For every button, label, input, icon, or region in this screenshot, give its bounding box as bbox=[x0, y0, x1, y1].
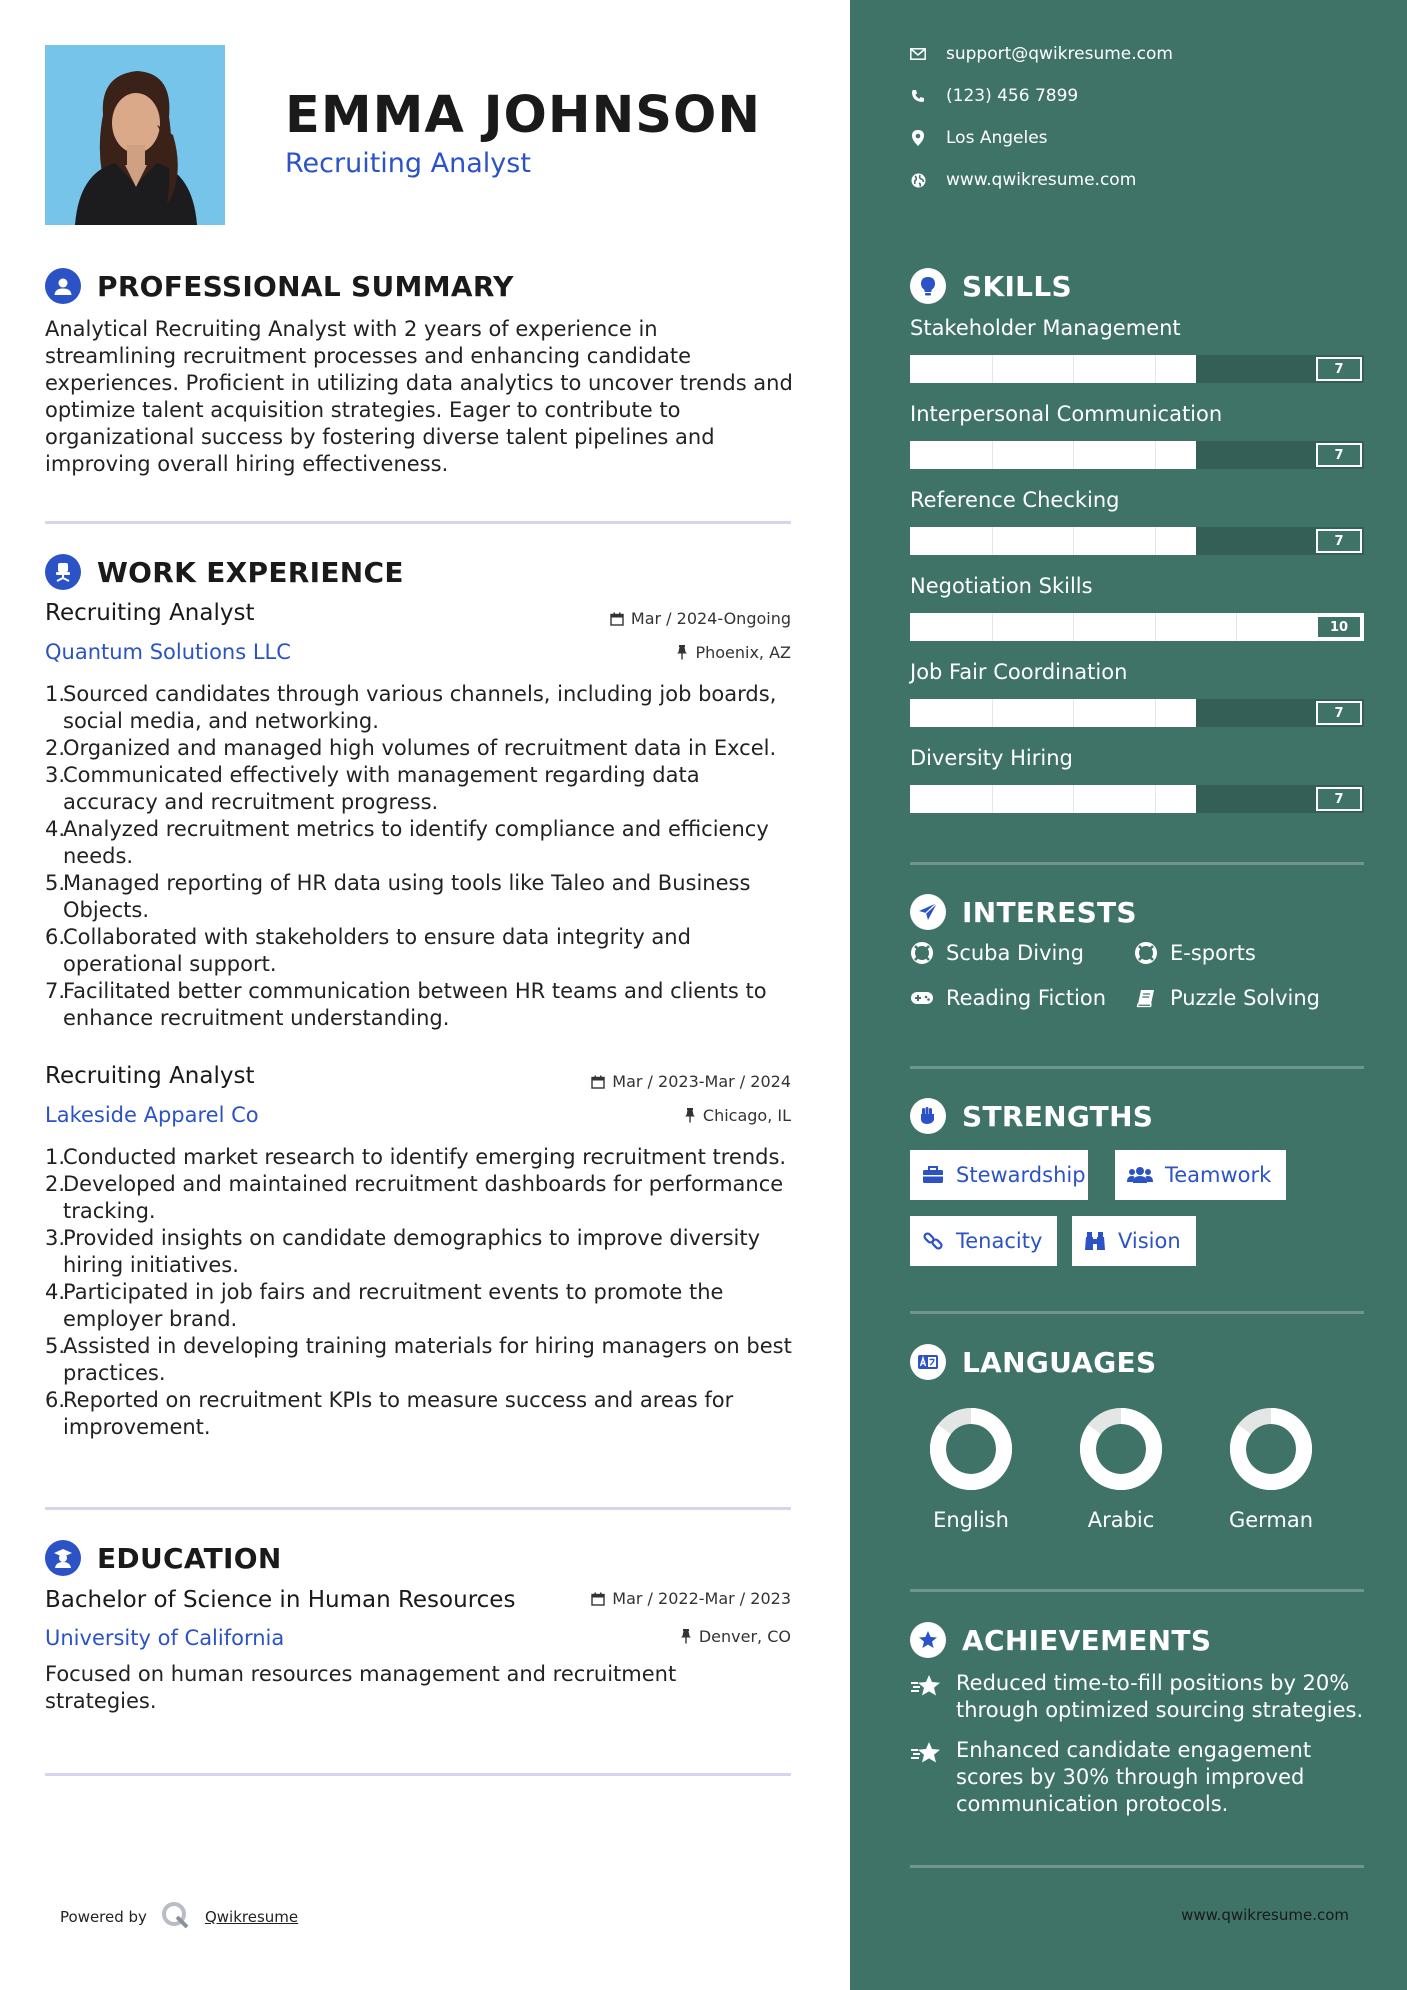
language-name: Arabic bbox=[1087, 1508, 1155, 1532]
achievement-item: Reduced time-to-fill positions by 20% through optimized sourcing strategies. bbox=[910, 1670, 1364, 1724]
sidebar bbox=[850, 0, 1407, 1990]
star-badge-icon bbox=[910, 1622, 946, 1658]
skill-level-fill bbox=[910, 785, 1196, 813]
gamepad-icon bbox=[910, 990, 934, 1006]
summary-heading: PROFESSIONAL SUMMARY bbox=[97, 269, 514, 303]
list-number: 7. bbox=[45, 979, 66, 1003]
strength-chip: Tenacity bbox=[910, 1216, 1057, 1266]
binoculars-icon bbox=[1084, 1231, 1106, 1251]
list-number: 1. bbox=[45, 682, 66, 706]
skill-level-bar bbox=[910, 527, 1364, 555]
contact-email[interactable]: support@qwikresume.com bbox=[910, 44, 1173, 64]
achievements-section-header bbox=[910, 1622, 1211, 1658]
skill-segment-tick bbox=[1073, 699, 1074, 727]
skill-segment-tick bbox=[1073, 785, 1074, 813]
link-icon bbox=[922, 1230, 944, 1252]
skill-segment-tick bbox=[1155, 441, 1156, 469]
strengths-heading: STRENGTHS bbox=[962, 1099, 1154, 1133]
skill-segment-tick bbox=[1155, 613, 1156, 641]
list-number: 2. bbox=[45, 736, 66, 760]
list-number: 3. bbox=[45, 763, 66, 787]
skill-level-fill bbox=[910, 355, 1196, 383]
skill-level-fill bbox=[910, 441, 1196, 469]
sidebar-divider bbox=[910, 1865, 1364, 1868]
skill-name: Interpersonal Communication bbox=[910, 402, 1223, 426]
office-chair-icon bbox=[45, 554, 81, 590]
section-divider bbox=[45, 1773, 791, 1776]
contact-phone[interactable]: (123) 456 7899 bbox=[910, 86, 1078, 106]
responsibility-item: 3. Communicated effectively with management regarding data accuracy and recruitment progress. bbox=[45, 763, 700, 814]
responsibility-item: 1. Conducted market research to identify emerging recruitment trends. bbox=[45, 1145, 787, 1169]
strength-chip: Vision bbox=[1072, 1216, 1196, 1266]
users-icon bbox=[1127, 1166, 1153, 1184]
education-location: Denver, CO bbox=[680, 1627, 791, 1646]
skill-name: Reference Checking bbox=[910, 488, 1120, 512]
interests-section-header bbox=[910, 894, 1137, 930]
skill-name: Diversity Hiring bbox=[910, 746, 1073, 770]
calendar-icon bbox=[610, 612, 624, 626]
skill-level-bar bbox=[910, 785, 1364, 813]
skill-segment-tick bbox=[1155, 699, 1156, 727]
languages-heading: LANGUAGES bbox=[962, 1345, 1157, 1379]
sidebar-divider bbox=[910, 862, 1364, 865]
section-divider bbox=[45, 521, 791, 524]
sidebar-divider bbox=[910, 1589, 1364, 1592]
interest-item: Reading Fiction bbox=[910, 986, 1106, 1010]
skill-level-value: 7 bbox=[1316, 443, 1362, 467]
pushpin-icon bbox=[676, 645, 688, 660]
job-1-location: Phoenix, AZ bbox=[676, 643, 791, 662]
language-item bbox=[906, 1406, 1036, 1532]
responsibility-item: 1. Sourced candidates through various channels, including job boards, social media, and networking. bbox=[45, 682, 777, 733]
interest-item: Scuba Diving bbox=[910, 941, 1084, 965]
job-1-dates: Mar / 2024-Ongoing bbox=[610, 609, 791, 628]
language-proficiency-donut bbox=[1078, 1406, 1164, 1492]
skill-segment-tick bbox=[1155, 527, 1156, 555]
job-2-responsibilities bbox=[45, 1144, 800, 1441]
skill-segment-tick bbox=[1073, 355, 1074, 383]
skill-level-bar bbox=[910, 699, 1364, 727]
lightbulb-icon bbox=[910, 268, 946, 304]
skill-segment-tick bbox=[1236, 613, 1237, 641]
skill-level-fill bbox=[910, 699, 1196, 727]
section-divider bbox=[45, 1507, 791, 1510]
list-number: 4. bbox=[45, 1280, 66, 1304]
list-number: 2. bbox=[45, 1172, 66, 1196]
fist-icon bbox=[910, 1098, 946, 1134]
user-circle-icon bbox=[45, 268, 81, 304]
summary-text: Analytical Recruiting Analyst with 2 years of experience in streamlining recruitment processes and enhancing candidate experiences. Proficient in utilizing data analytics to uncover trends and optimize talent acquisition strategies. Eager to contribute to organizational success by fostering diverse talent pipelines and improving overall hiring effectiveness. bbox=[45, 317, 793, 476]
strength-chip: Teamwork bbox=[1115, 1150, 1286, 1200]
star-trail-icon bbox=[910, 1737, 942, 1818]
experience-section-header bbox=[45, 554, 404, 590]
pushpin-icon bbox=[680, 1629, 692, 1644]
skill-level-value: 10 bbox=[1316, 615, 1362, 639]
contact-website[interactable]: www.qwikresume.com bbox=[910, 170, 1136, 190]
responsibility-item: 4. Participated in job fairs and recruitment events to promote the employer brand. bbox=[45, 1280, 724, 1331]
powered-by: Powered by Qwikresume bbox=[60, 1901, 298, 1933]
calendar-icon bbox=[591, 1592, 605, 1606]
responsibility-item: 5. Assisted in developing training materials for hiring managers on best practices. bbox=[45, 1334, 792, 1385]
language-item bbox=[1056, 1406, 1186, 1532]
skill-segment-tick bbox=[992, 355, 993, 383]
responsibility-item: 3. Provided insights on candidate demographics to improve diversity hiring initiatives. bbox=[45, 1226, 761, 1277]
star-trail-icon bbox=[910, 1670, 942, 1724]
job-1-responsibilities bbox=[45, 681, 800, 1032]
skill-name: Stakeholder Management bbox=[910, 316, 1181, 340]
job-2-company: Lakeside Apparel Co bbox=[45, 1103, 259, 1127]
summary-section-header bbox=[45, 268, 514, 304]
skill-segment-tick bbox=[1155, 785, 1156, 813]
skill-level-value: 7 bbox=[1316, 701, 1362, 725]
list-number: 5. bbox=[45, 1334, 66, 1358]
job-1-company: Quantum Solutions LLC bbox=[45, 640, 291, 664]
skill-name: Job Fair Coordination bbox=[910, 660, 1128, 684]
list-number: 4. bbox=[45, 817, 66, 841]
language-item bbox=[1206, 1406, 1336, 1532]
experience-heading: WORK EXPERIENCE bbox=[97, 555, 404, 589]
language-name: German bbox=[1228, 1508, 1314, 1532]
strengths-section-header bbox=[910, 1098, 1153, 1134]
sidebar-divider bbox=[910, 1311, 1364, 1314]
education-heading: EDUCATION bbox=[97, 1541, 282, 1575]
skill-name: Negotiation Skills bbox=[910, 574, 1093, 598]
education-section-header bbox=[45, 1540, 282, 1576]
profile-photo bbox=[45, 45, 225, 225]
skills-section-header bbox=[910, 268, 1072, 304]
globe-icon bbox=[910, 173, 926, 188]
book-icon bbox=[1134, 988, 1158, 1008]
translate-icon bbox=[910, 1344, 946, 1380]
responsibility-item: 4. Analyzed recruitment metrics to identify compliance and efficiency needs. bbox=[45, 817, 769, 868]
skill-level-bar bbox=[910, 441, 1364, 469]
briefcase-icon bbox=[922, 1166, 944, 1184]
responsibility-item: 2. Organized and managed high volumes of recruitment data in Excel. bbox=[45, 736, 777, 760]
skill-segment-tick bbox=[1155, 355, 1156, 383]
contact-location: Los Angeles bbox=[910, 128, 1048, 148]
skill-level-value: 7 bbox=[1316, 787, 1362, 811]
responsibility-item: 6. Reported on recruitment KPIs to measure success and areas for improvement. bbox=[45, 1388, 734, 1439]
map-marker-icon bbox=[910, 130, 926, 146]
qwikresume-logo-icon bbox=[161, 1901, 191, 1933]
skill-segment-tick bbox=[992, 699, 993, 727]
interest-item: Puzzle Solving bbox=[1134, 986, 1320, 1010]
pushpin-icon bbox=[684, 1108, 696, 1123]
achievement-item: Enhanced candidate engagement scores by 30% through improved communication protocols. bbox=[910, 1737, 1364, 1818]
responsibility-item: 7. Facilitated better communication between HR teams and clients to enhance recruitment understanding. bbox=[45, 979, 767, 1030]
job-1-role: Recruiting Analyst bbox=[45, 600, 255, 626]
language-proficiency-donut bbox=[1228, 1406, 1314, 1492]
responsibility-item: 2. Developed and maintained recruitment dashboards for performance tracking. bbox=[45, 1172, 784, 1223]
skill-segment-tick bbox=[992, 527, 993, 555]
qwikresume-link[interactable]: Qwikresume bbox=[204, 1908, 299, 1926]
list-number: 6. bbox=[45, 1388, 66, 1412]
life-ring-icon bbox=[910, 942, 934, 964]
strength-chip: Stewardship bbox=[910, 1150, 1088, 1200]
language-name: English bbox=[933, 1508, 1009, 1532]
job-2-role: Recruiting Analyst bbox=[45, 1063, 255, 1089]
candidate-name: EMMA JOHNSON bbox=[285, 86, 762, 145]
skill-level-bar bbox=[910, 613, 1364, 641]
list-number: 6. bbox=[45, 925, 66, 949]
responsibility-item: 6. Collaborated with stakeholders to ensure data integrity and operational support. bbox=[45, 925, 691, 976]
languages-section-header bbox=[910, 1344, 1156, 1380]
footer-website-link[interactable]: www.qwikresume.com bbox=[1181, 1906, 1349, 1924]
education-dates: Mar / 2022-Mar / 2023 bbox=[591, 1589, 791, 1608]
job-2-dates: Mar / 2023-Mar / 2024 bbox=[591, 1072, 791, 1091]
responsibility-item: 5. Managed reporting of HR data using tools like Taleo and Business Objects. bbox=[45, 871, 751, 922]
skill-segment-tick bbox=[992, 441, 993, 469]
skill-segment-tick bbox=[992, 613, 993, 641]
skill-level-value: 7 bbox=[1316, 357, 1362, 381]
person-portrait-icon bbox=[45, 45, 225, 225]
interest-item: E-sports bbox=[1134, 941, 1256, 965]
skill-segment-tick bbox=[1073, 613, 1074, 641]
job-2-location: Chicago, IL bbox=[684, 1106, 791, 1125]
envelope-icon bbox=[910, 48, 926, 60]
language-proficiency-donut bbox=[928, 1406, 1014, 1492]
list-number: 1. bbox=[45, 1145, 66, 1169]
skill-level-fill bbox=[910, 613, 1364, 641]
skill-segment-tick bbox=[992, 785, 993, 813]
candidate-title: Recruiting Analyst bbox=[285, 148, 531, 179]
sidebar-divider bbox=[910, 1066, 1364, 1069]
skill-level-bar bbox=[910, 355, 1364, 383]
skill-segment-tick bbox=[1073, 527, 1074, 555]
achievements-heading: ACHIEVEMENTS bbox=[962, 1623, 1212, 1657]
skill-level-fill bbox=[910, 527, 1196, 555]
education-school: University of California bbox=[45, 1626, 285, 1650]
education-description: Focused on human resources management and recruitment strategies. bbox=[45, 1662, 677, 1713]
skills-heading: SKILLS bbox=[962, 269, 1072, 303]
phone-icon bbox=[910, 89, 926, 103]
skill-segment-tick bbox=[1073, 441, 1074, 469]
list-number: 3. bbox=[45, 1226, 66, 1250]
graduate-icon bbox=[45, 1540, 81, 1576]
interests-heading: INTERESTS bbox=[962, 895, 1137, 929]
calendar-icon bbox=[591, 1075, 605, 1089]
list-number: 5. bbox=[45, 871, 66, 895]
skill-level-value: 7 bbox=[1316, 529, 1362, 553]
paper-plane-icon bbox=[910, 894, 946, 930]
life-ring-icon bbox=[1134, 942, 1158, 964]
education-degree: Bachelor of Science in Human Resources bbox=[45, 1587, 516, 1613]
